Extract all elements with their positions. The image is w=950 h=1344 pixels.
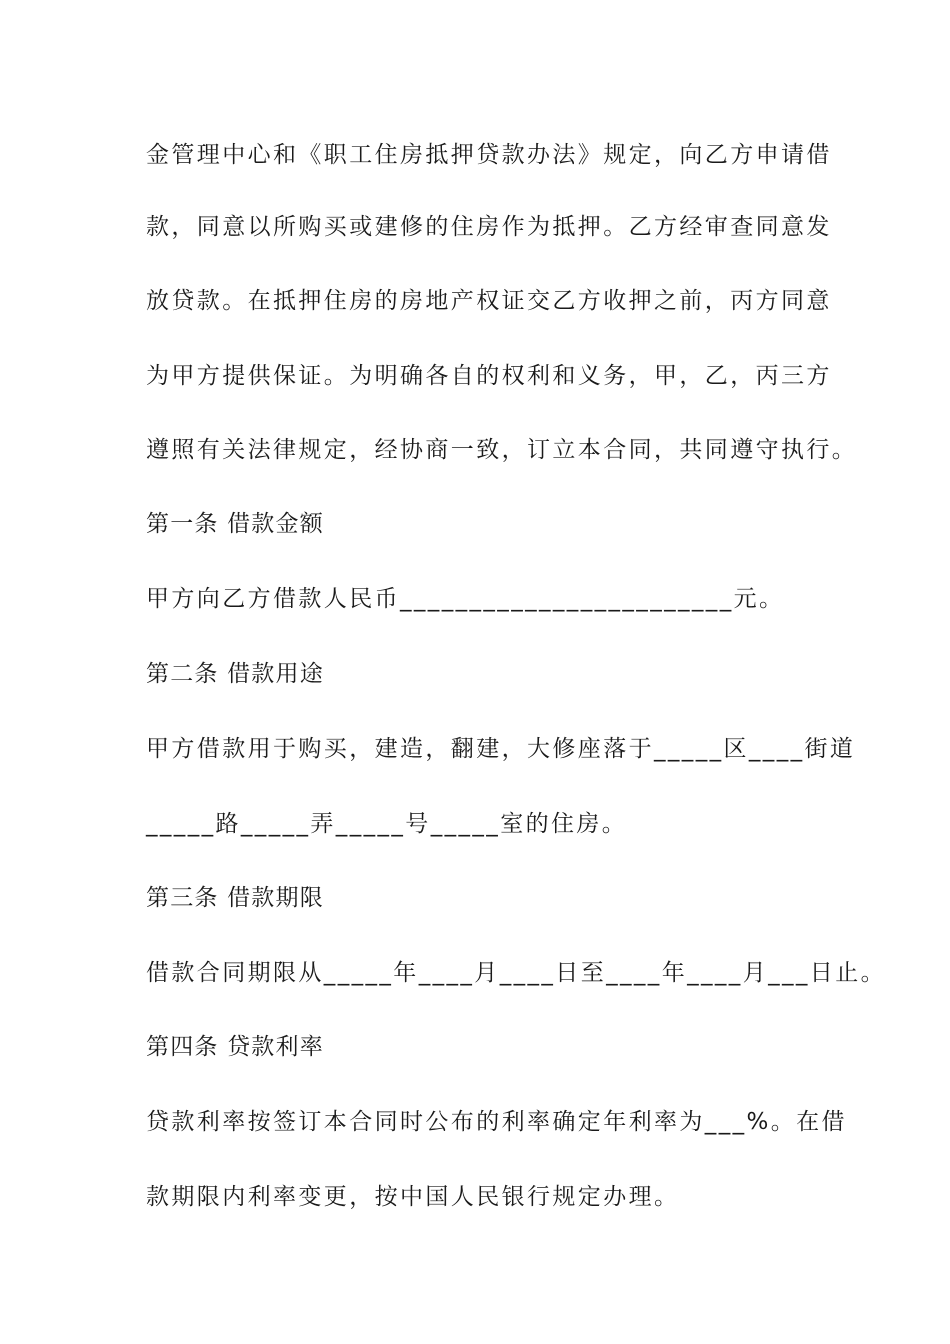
paragraph-line: 遵照有关法律规定，经协商一致，订立本合同，共同遵守执行。 (146, 437, 858, 463)
article-body-line: 贷款利率按签订本合同时公布的利率确定年利率为___%。在借 (146, 1109, 847, 1135)
article-heading-2: 第二条 借款用途 (146, 661, 324, 687)
article-body-line: 甲方向乙方借款人民币________________________元。 (146, 586, 785, 612)
article-heading-4: 第四条 贷款利率 (146, 1034, 324, 1060)
article-heading-1: 第一条 借款金额 (146, 511, 324, 537)
paragraph-line: 为甲方提供保证。为明确各自的权利和义务，甲，乙，丙三方 (146, 363, 832, 389)
article-body-line: 借款合同期限从_____年____月____日至____年____月___日止。 (146, 960, 886, 986)
paragraph-line: 金管理中心和《职工住房抵押贷款办法》规定，向乙方申请借 (146, 142, 832, 168)
paragraph-line: 放贷款。在抵押住房的房地产权证交乙方收押之前，丙方同意 (146, 288, 832, 314)
article-heading-3: 第三条 借款期限 (146, 885, 324, 911)
article-body-line: 款期限内利率变更，按中国人民银行规定办理。 (146, 1184, 680, 1210)
article-body-line: _____路_____弄_____号_____室的住房。 (146, 811, 628, 837)
paragraph-line: 款，同意以所购买或建修的住房作为抵押。乙方经审查同意发 (146, 214, 832, 240)
article-body-line: 甲方借款用于购买，建造，翻建，大修座落于_____区____街道 (146, 736, 856, 762)
